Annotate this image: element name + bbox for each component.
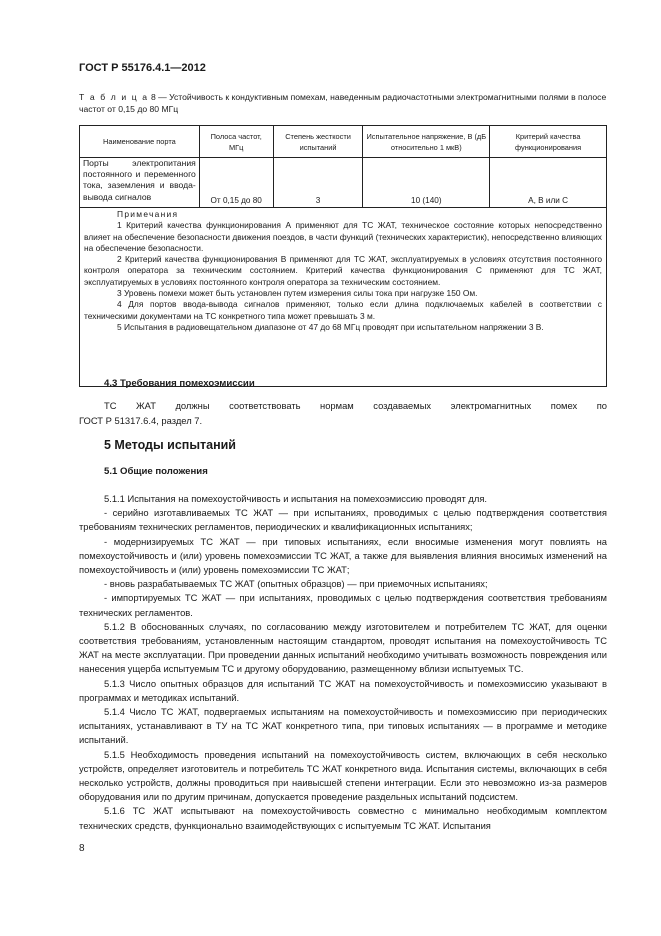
- section-5-1-title: 5.1 Общие положения: [104, 466, 208, 477]
- body-paragraph: 5.1.3 Число опытных образцов для испытаний ТС ЖАТ на помехоустойчивость и помехоэмиссию указывают в программах и методиках испытаний.: [79, 677, 607, 703]
- table-header-row: [80, 126, 607, 158]
- cell-voltage: 10 (140): [363, 158, 490, 208]
- section-5-title: 5 Методы испытаний: [104, 438, 236, 452]
- table-row: [80, 158, 607, 208]
- table-caption: [79, 92, 607, 115]
- body-paragraph: 5.1.1 Испытания на помехоустойчивость и испытания на помехоэмиссию проводят для.: [104, 493, 487, 504]
- note-item: 4 Для портов ввода-вывода сигналов применяют, только если длина подключаемых кабелей в соответствии с техническими документами на ТС конкретного типа может превышать 3 м.: [84, 299, 602, 321]
- body-paragraph: - вновь разрабатываемых ТС ЖАТ (опытных образцов) — при приемочных испытаниях;: [104, 578, 488, 590]
- header-voltage: Испытательное напряжение, В (дБ относительно 1 мкВ): [363, 126, 490, 158]
- body-paragraph: 5.1.6 ТС ЖАТ испытывают на помехоустойчивость совместно с минимально необходимым комплектом технических средств, функционально взаимодействующих с испытуемым ТС ЖАТ. Испытания: [79, 805, 607, 831]
- note-item: 1 Критерий качества функционирования А применяют для ТС ЖАТ, техническое состояние которых непосредственно влияет на обеспечение безопасности движения поездов, в части функций (технических характеристик), непосредственно влияющих на обеспечение безопасности.: [84, 220, 602, 253]
- header-criterion: Критерий качества функционирования: [490, 126, 607, 158]
- table-notes-row: [80, 208, 607, 387]
- cell-band: От 0,15 до 80: [199, 158, 273, 208]
- header-band: Полоса частот, МГц: [199, 126, 273, 158]
- section-4-3-title: 4.3 Требования помехоэмиссии: [104, 378, 255, 389]
- body-paragraph: 5.1.5 Необходимость проведения испытаний на помехоустойчивость систем, включающих в себя несколько устройств, определяет изготовитель и потребитель ТС ЖАТ конкретного вида. Испытания системы, включающих в себя несколько устройств, должны проводиться при наивысшей степени интеграции. Если это невозможно из-за размеров оборудования или по другим причинам, допускается проведение раздельных испытаний подсистем.: [79, 748, 607, 803]
- section-4-3-line: ГОСТ Р 51317.6.4, раздел 7.: [79, 415, 203, 426]
- immunity-table: [79, 125, 607, 387]
- note-item: 3 Уровень помехи может быть установлен путем измерения силы тока при нагрузке 150 Ом.: [117, 288, 478, 299]
- table-caption-label: Т а б л и ц а: [79, 92, 149, 102]
- notes-heading: Примечания: [117, 209, 179, 219]
- cell-criterion: А, В или С: [490, 158, 607, 208]
- page-number: 8: [79, 843, 85, 854]
- header-severity: Степень жесткости испытаний: [273, 126, 363, 158]
- table-caption-text: 8 — Устойчивость к кондуктивным помехам, наведенным радиочастотными электромагнитными полями в полосе частот от 0,15 до 80 МГц: [79, 92, 607, 114]
- section-5-1-body: [79, 488, 607, 833]
- cell-severity: 3: [273, 158, 363, 208]
- cell-port: Порты электропитания постоянного и переменного тока, заземления и ввода-вывода сигналов: [80, 158, 200, 208]
- body-paragraph: 5.1.2 В обоснованных случаях, по согласованию между изготовителем и потребителем ТС ЖАТ, для оценки соответствия требованиям, установленным настоящим стандартом, проводят испытания на помехоустойчивость ТС ЖАТ на месте эксплуатации. При проведении данных испытаний необходимо учитывать возможность повреждения или нанесения ущерба испытуемым ТС и другому оборудованию, размещенному вблизи испытуемых ТС.: [79, 620, 607, 675]
- body-paragraph: - импортируемых ТС ЖАТ — при испытаниях, проводимых с целью подтверждения соответствия требованиям технических регламентов.: [79, 592, 607, 618]
- table-notes: [80, 209, 606, 333]
- section-4-3-text: [79, 398, 607, 428]
- note-item: 2 Критерий качества функционирования В применяют для ТС ЖАТ, эксплуатируемых в условиях отсутствия постоянного контроля оператора за техническим состоянием. Критерий качества функционирования С применяют для ТС ЖАТ, эксплуатируемых в условиях постоянного контроля оператора за техническим состоянием.: [84, 254, 602, 287]
- header-port: Наименование порта: [80, 126, 200, 158]
- body-paragraph: - серийно изготавливаемых ТС ЖАТ — при испытаниях, проводимых с целью подтверждения соответствия требованиям технических регламентов, периодических и квалификационных испытаниях;: [79, 507, 607, 533]
- note-item: 5 Испытания в радиовещательном диапазоне от 47 до 68 МГц проводят при испытательном напряжении 3 В.: [117, 321, 544, 332]
- body-paragraph: 5.1.4 Число ТС ЖАТ, подвергаемых испытаниям на помехоустойчивость и помехоэмиссию при периодических испытаниях, устанавливают в ТУ на ТС ЖАТ конкретного типа, при типовых испытаниях — в программе и методике испытаний.: [79, 706, 607, 746]
- standard-header: ГОСТ Р 55176.4.1—2012: [79, 62, 206, 74]
- section-4-3-line: ТС ЖАТ должны соответствовать нормам создаваемых электромагнитных помех по: [104, 400, 607, 411]
- body-paragraph: - модернизируемых ТС ЖАТ — при типовых испытаниях, если вносимые изменения могут повлиять на помехоустойчивость и (или) уровень помехоэмиссии ТС ЖАТ, а также для выявления влияния вносимых изменений на помехоустойчивость и (или) уровень помехоэмиссии ТС ЖАТ;: [79, 535, 607, 576]
